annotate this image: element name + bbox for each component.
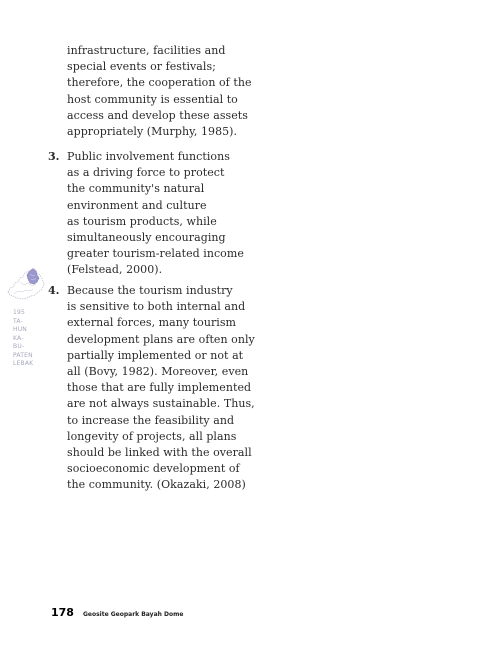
text-line: appropriately (Murphy, 1985).	[67, 125, 238, 139]
text-line: is sensitive to both internal and	[67, 300, 246, 314]
list-item-paragraph	[67, 149, 244, 279]
text-line: Because the tourism industry	[67, 284, 233, 297]
continuation-paragraph	[67, 43, 252, 140]
text-line: greater tourism-related income	[67, 247, 244, 261]
caption-line: BU-	[13, 343, 25, 350]
text-line: environment and culture	[67, 198, 207, 212]
text-line: should be linked with the overall	[67, 446, 252, 460]
text-line: infrastructure, facilities and	[67, 44, 226, 57]
text-line: development plans are often only	[67, 332, 255, 346]
text-line: simultaneously encouraging	[67, 231, 226, 245]
text-line: partially implemented or not at	[67, 348, 244, 362]
text-line: as tourism products, while	[67, 214, 217, 228]
text-line: (Felstead, 2000).	[67, 263, 163, 277]
page-footer	[51, 606, 183, 620]
text-line: all (Bovy, 1982). Moreover, even	[67, 365, 249, 379]
text-line: are not always sustainable. Thus,	[67, 397, 255, 411]
caption-line: 195	[13, 309, 26, 316]
list-number: 4.	[48, 284, 60, 297]
text-line: host community is essential to	[67, 92, 238, 106]
list-number: 3.	[48, 150, 60, 163]
side-caption	[13, 309, 43, 369]
text-line: those that are fully implemented	[67, 381, 252, 395]
caption-line: LEBAK	[13, 360, 34, 367]
text-line: to increase the feasibility and	[67, 413, 235, 427]
list-item-paragraph	[67, 283, 255, 494]
book-title: Geosite Geopark Bayah Dome	[82, 611, 184, 618]
text-line: the community's natural	[67, 182, 205, 196]
text-line: Public involvement functions	[67, 150, 230, 163]
text-line: as a driving force to protect	[67, 166, 225, 180]
text-line: the community. (Okazaki, 2008)	[67, 478, 246, 492]
text-line: longevity of projects, all plans	[67, 429, 237, 443]
regional-map-icon	[4, 262, 48, 304]
text-line: special events or festivals;	[67, 60, 216, 74]
caption-line: HUN	[13, 326, 27, 333]
caption-line: TA-	[13, 317, 23, 325]
text-line: socioeconomic development of	[67, 462, 240, 476]
text-line: therefore, the cooperation of the	[67, 76, 252, 90]
text-line: external forces, many tourism	[67, 316, 237, 330]
page-number: 178	[51, 606, 74, 619]
caption-line: PATEN	[13, 351, 33, 359]
caption-line: KA-	[13, 334, 24, 342]
text-line: access and develop these assets	[67, 108, 248, 122]
